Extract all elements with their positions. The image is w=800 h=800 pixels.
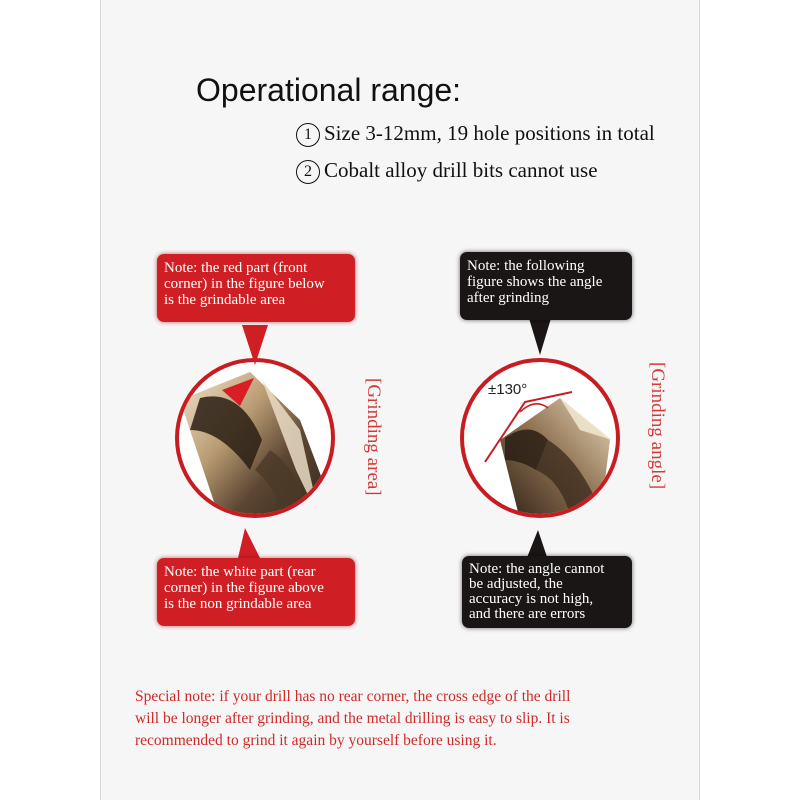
angle-error-note xyxy=(462,556,632,628)
top-right-pointer xyxy=(528,315,552,355)
angle-note xyxy=(460,252,632,320)
special-note-line: Special note: if your drill has no rear corner, the cross edge of the drill xyxy=(135,688,571,705)
grindable-area-note xyxy=(157,254,355,322)
special-note xyxy=(135,686,675,752)
grinding-angle-figure xyxy=(462,360,618,520)
note-line: Note: the red part (front xyxy=(164,260,308,276)
special-note-line: recommended to grind it again by yourself before using it. xyxy=(135,732,497,749)
bottom-left-pointer xyxy=(238,528,260,558)
page-title: Operational range: xyxy=(196,72,462,108)
non-grindable-area-note xyxy=(157,558,355,626)
range-item-1-text: Size 3-12mm, 19 hole positions in total xyxy=(324,121,655,145)
note-line: Note: the angle cannot xyxy=(469,561,605,577)
note-line: Note: the white part (rear xyxy=(164,564,316,580)
note-line: is the grindable area xyxy=(164,292,286,308)
note-line: Note: the following xyxy=(467,258,585,274)
note-line: and there are errors xyxy=(469,606,586,622)
note-line: be adjusted, the xyxy=(469,576,563,592)
grinding-area-figure xyxy=(177,360,333,540)
note-line: figure shows the angle xyxy=(467,274,603,290)
special-note-line: will be longer after grinding, and the metal drilling is easy to slip. It is xyxy=(135,710,570,727)
circled-number-1: 1 xyxy=(296,123,320,147)
angle-label: ±130° xyxy=(488,381,528,398)
note-line: corner) in the figure below xyxy=(164,276,325,292)
note-line: after grinding xyxy=(467,290,550,306)
grinding-area-label: [Grinding area] xyxy=(363,378,384,496)
note-line: is the non grindable area xyxy=(164,596,312,612)
note-line: accuracy is not high, xyxy=(469,591,594,607)
grinding-angle-label: [Grinding angle] xyxy=(647,362,668,490)
note-line: corner) in the figure above xyxy=(164,580,324,596)
circled-number-2: 2 xyxy=(296,160,320,184)
range-item-2-text: Cobalt alloy drill bits cannot use xyxy=(324,158,598,182)
